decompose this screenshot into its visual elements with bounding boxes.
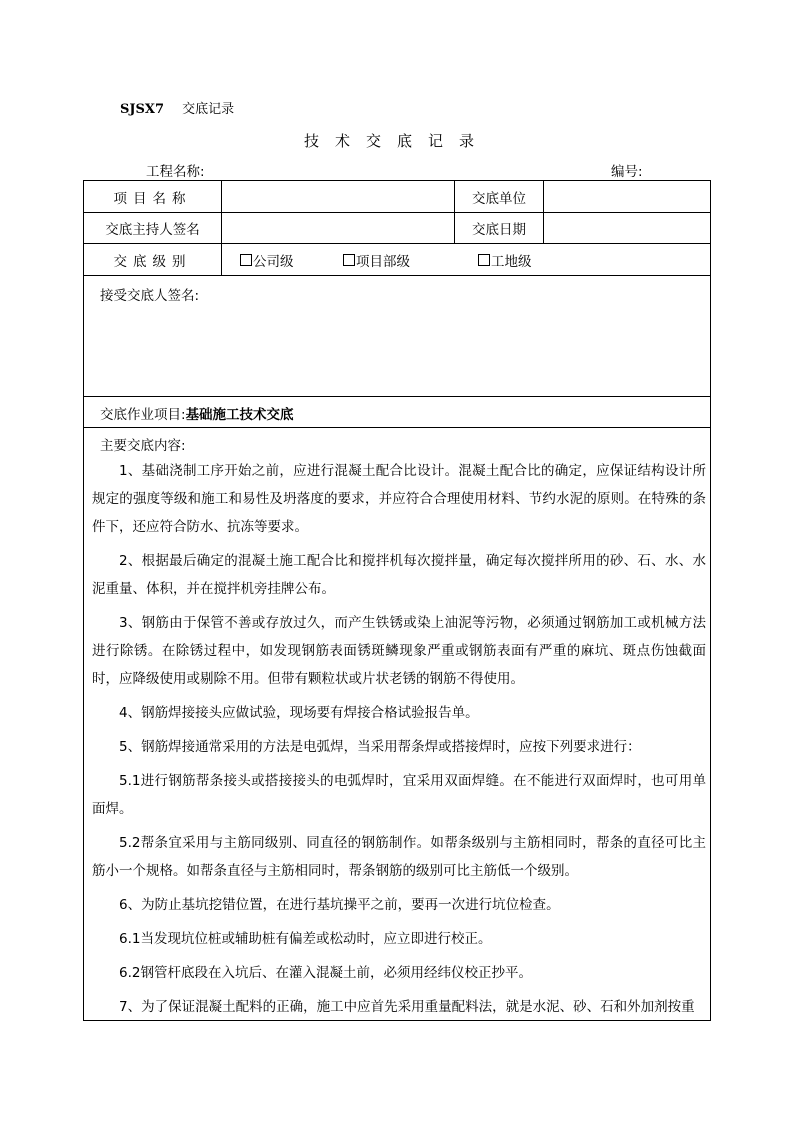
form-row-receivers[interactable] <box>84 276 710 397</box>
checkbox-icon[interactable] <box>343 254 355 266</box>
level-option-company[interactable] <box>240 250 343 270</box>
receiver-signature-label: 接受交底人签名: <box>100 288 200 304</box>
content-paragraph: 4、钢筋焊接接头应做试验，现场要有焊接合格试验报告单。 <box>119 705 479 721</box>
content-section <box>92 428 706 1021</box>
unit-label: 交底单位 <box>454 181 543 212</box>
form-row-level <box>84 244 710 276</box>
disclosure-form <box>83 180 711 1021</box>
page-title: 技术交底记录 <box>303 132 490 150</box>
level-option-label: 公司级 <box>253 253 294 270</box>
form-row-host <box>84 213 710 244</box>
level-option-project-dept[interactable] <box>343 250 478 270</box>
number-label: 编号: <box>611 164 643 180</box>
checkbox-icon[interactable] <box>240 254 252 266</box>
project-name-cell-label: 项目名称 <box>113 190 192 207</box>
content-paragraph: 6、为防止基坑挖错位置，在进行基坑操平之前，要再一次进行坑位检查。 <box>119 897 560 913</box>
content-paragraph: 6.1当发现坑位桩或辅助桩有偏差或松动时，应立即进行校正。 <box>119 931 492 947</box>
code-title: 交底记录 <box>182 102 235 117</box>
document-code <box>120 98 234 117</box>
task-value: 基础施工技术交底 <box>185 406 294 423</box>
content-paragraph: 2、根据最后确定的混凝土施工配合比和搅拌机每次搅拌量，确定每次搅拌所用的砂、石、水、水泥重量、体积，并在搅拌机旁挂牌公布。 <box>92 553 706 597</box>
host-signature-field[interactable] <box>221 213 454 243</box>
project-name-label: 工程名称: <box>146 164 205 180</box>
form-row-task <box>84 397 710 428</box>
date-field[interactable] <box>543 213 710 243</box>
level-options <box>221 244 710 275</box>
content-paragraph: 5.1进行钢筋帮条接头或搭接接头的电弧焊时，宜采用双面焊缝。在不能进行双面焊时，也可用单面焊。 <box>92 773 706 817</box>
task-label: 交底作业项目: <box>100 406 186 423</box>
content-paragraph: 5、钢筋焊接通常采用的方法是电弧焊，当采用帮条焊或搭接焊时，应按下列要求进行： <box>119 739 641 755</box>
content-paragraph: 6.2钢管杆底段在入坑后、在灌入混凝土前，必须用经纬仪校正抄平。 <box>119 965 532 981</box>
project-name-field[interactable] <box>221 181 454 212</box>
code-id: SJSX7 <box>120 102 165 117</box>
level-option-site[interactable] <box>478 250 532 270</box>
date-label: 交底日期 <box>454 213 543 243</box>
level-option-label: 工地级 <box>491 253 532 270</box>
level-label: 交底级别 <box>113 253 192 270</box>
form-row-project <box>84 181 710 213</box>
unit-field[interactable] <box>543 181 710 212</box>
content-paragraph: 5.2帮条宜采用与主筋同级别、同直径的钢筋制作。如帮条级别与主筋相同时，帮条的直径可比主筋小一个规格。如帮条直径与主筋相同时，帮条钢筋的级别可比主筋低一个级别。 <box>92 835 706 879</box>
host-label: 交底主持人签名 <box>105 222 200 238</box>
content-heading: 主要交底内容: <box>100 438 186 454</box>
level-option-label: 项目部级 <box>356 253 410 270</box>
checkbox-icon[interactable] <box>478 254 490 266</box>
content-paragraph: 7、为了保证混凝土配料的正确，施工中应首先采用重量配料法，就是水泥、砂、石和外加剂按重 <box>119 999 695 1015</box>
task-line <box>100 397 294 428</box>
content-paragraph: 3、钢筋由于保管不善或存放过久，而产生铁锈或染上油泥等污物，必须通过钢筋加工或机械方法进行除锈。在除锈过程中，如发现钢筋表面锈斑鳞现象严重或钢筋表面有严重的麻坑、斑点伤蚀截面时，应降级使用或剔除不用。但带有颗粒状或片状老锈的钢筋不得使用。 <box>92 615 706 687</box>
content-paragraph: 1、基础浇制工序开始之前，应进行混凝土配合比设计。混凝土配合比的确定，应保证结构设计所规定的强度等级和施工和易性及坍落度的要求，并应符合合理使用材料、节约水泥的原则。在特殊的条件下，还应符合防水、抗冻等要求。 <box>92 463 706 535</box>
